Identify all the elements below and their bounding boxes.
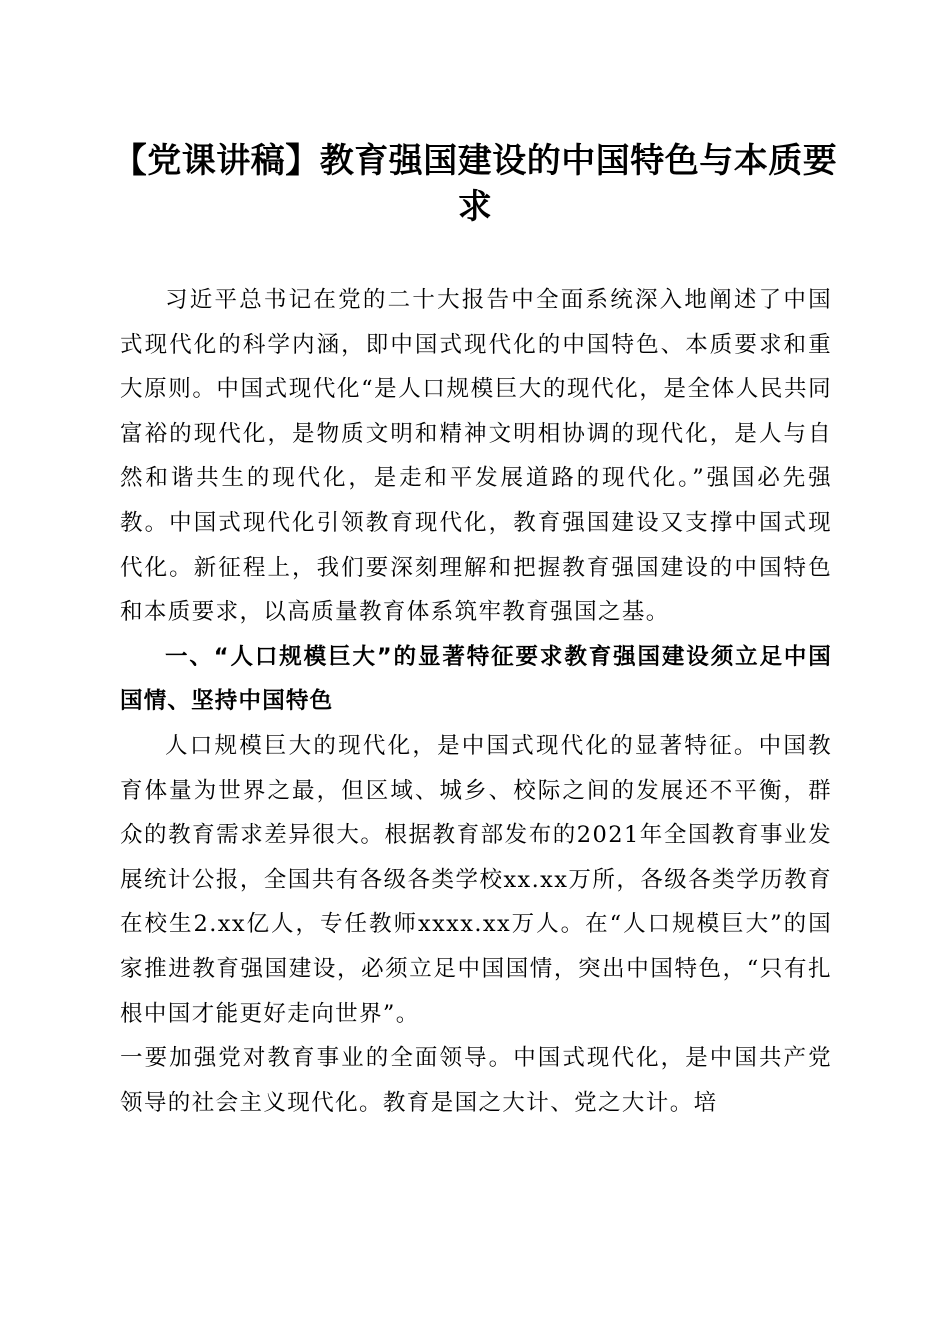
section-1-paragraph: 人口规模巨大的现代化，是中国式现代化的显著特征。中国教育体量为世界之最，但区域、城乡、校际之间的发展还不平衡，群众的教育需求差异很大。根据教育部发布的2021年全国教育事业发展统计公报，全国共有各级各类学校xx.xx万所，各级各类学历教育在校生2.xx亿人，专任教师xxxx.xx万人。在“人口规模巨大”的国家推进教育强国建设，必须立足中国国情，突出中国特色，“只有扎根中国才能更好走向世界”。 <box>120 732 832 1027</box>
document-title: 【党课讲稿】教育强国建设的中国特色与本质要求 <box>112 141 838 227</box>
section-1-point-1-paragraph: 一要加强党对教育事业的全面领导。中国式现代化，是中国共产党领导的社会主义现代化。教育是国之大计、党之大计。培 <box>120 1045 832 1116</box>
section-1-heading: 一、“人口规模巨大”的显著特征要求教育强国建设须立足中国国情、坚持中国特色 <box>120 643 832 715</box>
intro-paragraph: 习近平总书记在党的二十大报告中全面系统深入地阐述了中国式现代化的科学内涵，即中国式现代化的中国特色、本质要求和重大原则。中国式现代化“是人口规模巨大的现代化，是全体人民共同富裕的现代化，是物质文明和精神文明相协调的现代化，是人与自然和谐共生的现代化，是走和平发展道路的现代化。”强国必先强教。中国式现代化引领教育现代化，教育强国建设又支撑中国式现代化。新征程上，我们要深刻理解和把握教育强国建设的中国特色和本质要求，以高质量教育体系筑牢教育强国之基。 <box>120 287 832 626</box>
document-body <box>120 278 832 1125</box>
